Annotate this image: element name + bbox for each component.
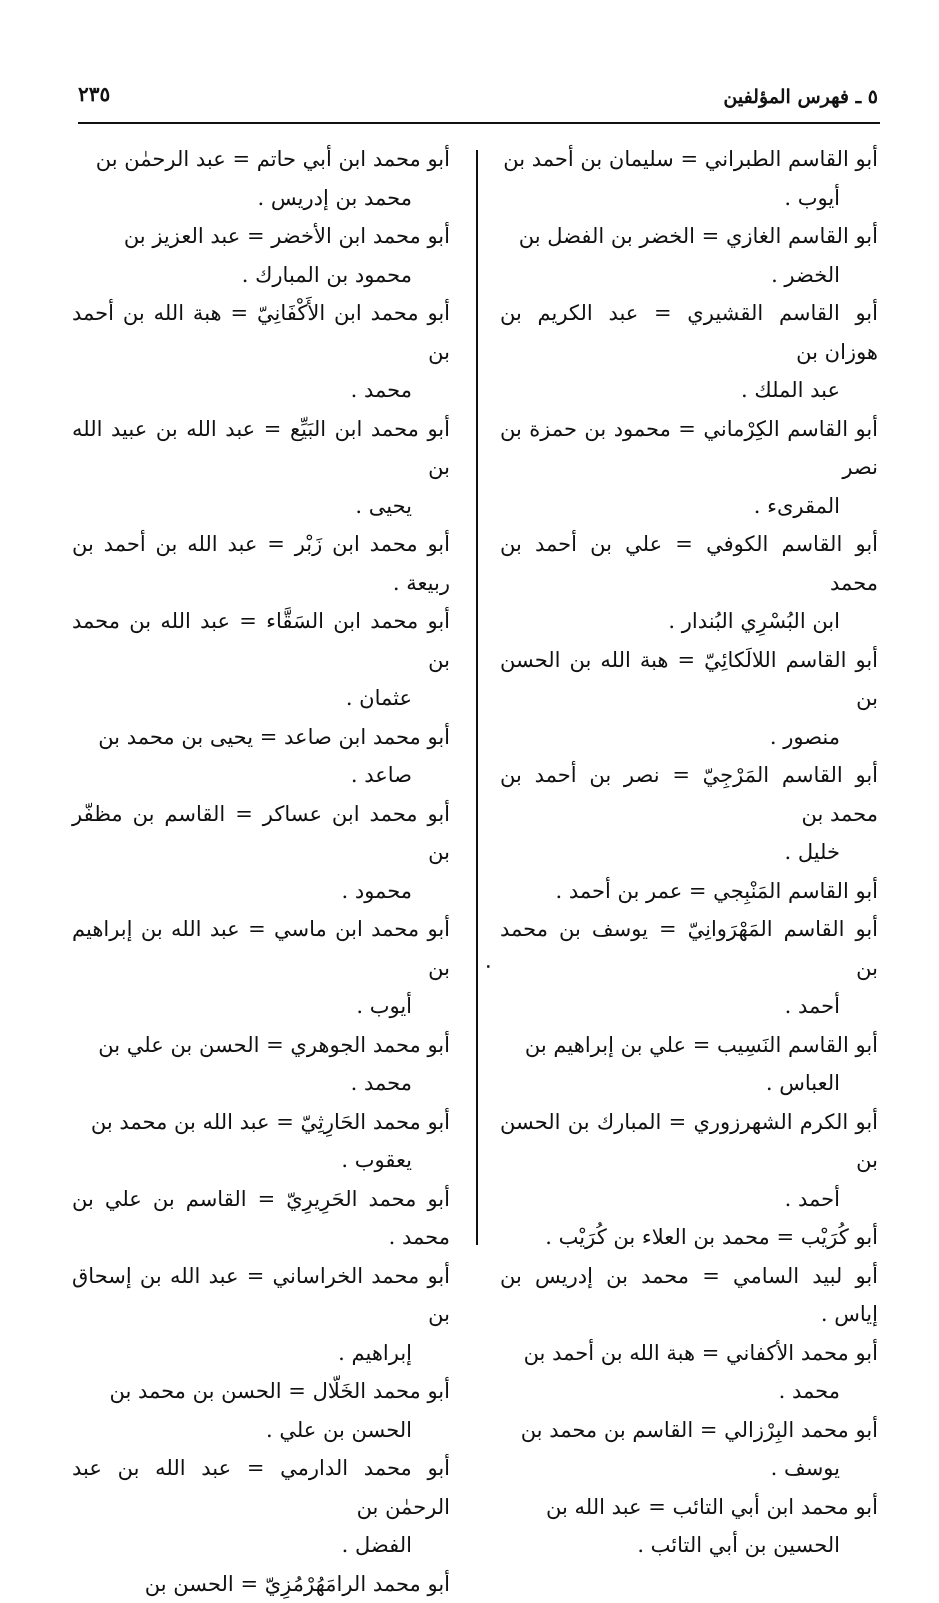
entry-heading: أبو القاسم الكوفي = علي بن أحمد بن محمد	[500, 525, 878, 602]
index-entry	[500, 294, 878, 410]
index-entry	[72, 795, 450, 911]
margin-mark: ٠	[484, 956, 493, 975]
entry-continuation: عثمان .	[72, 679, 450, 718]
entry-heading: أبو القاسم القشيري = عبد الكريم بن هوزان بن	[500, 294, 878, 371]
index-entry	[72, 217, 450, 294]
entry-continuation: محمد .	[500, 1372, 878, 1411]
entry-heading: أبو محمد الأكفاني = هبة الله بن أحمد بن	[500, 1334, 878, 1373]
entry-continuation: إبراهيم .	[72, 1334, 450, 1373]
index-entry	[72, 602, 450, 718]
entry-heading: أبو محمد الحَرِيرِيّ = القاسم بن علي بن محمد .	[72, 1180, 450, 1257]
column-divider	[476, 150, 478, 1245]
entry-heading: أبو محمد البِرْزالي = القاسم بن محمد بن	[500, 1411, 878, 1450]
entry-heading: أبو محمد ابن ماسي = عبد الله بن إبراهيم بن	[72, 910, 450, 987]
right-column	[500, 140, 878, 1565]
index-entry	[500, 525, 878, 641]
entry-heading: أبو القاسم النَسِيب = علي بن إبراهيم بن	[500, 1026, 878, 1065]
entry-heading: أبو القاسم الكِرْماني = محمود بن حمزة بن نصر	[500, 410, 878, 487]
index-entry	[500, 1257, 878, 1334]
index-entry	[500, 1411, 878, 1488]
entry-continuation: يوسف .	[500, 1449, 878, 1488]
index-entry	[72, 1372, 450, 1449]
entry-heading: أبو محمد ابن أبي التائب = عبد الله بن	[500, 1488, 878, 1527]
index-entry	[500, 1488, 878, 1565]
entry-continuation: أيوب .	[500, 179, 878, 218]
entry-heading: أبو محمد الرامَهُرْمُزِيّ = الحسن بن	[72, 1565, 450, 1603]
index-entry	[500, 410, 878, 526]
entry-continuation: أيوب .	[72, 987, 450, 1026]
entry-heading: أبو القاسم الطبراني = سليمان بن أحمد بن	[500, 140, 878, 179]
index-entry	[72, 525, 450, 602]
page-header	[78, 82, 878, 118]
index-entry	[72, 910, 450, 1026]
entry-heading: أبو القاسم المَهْرَوانِيّ = يوسف بن محمد بن	[500, 910, 878, 987]
index-entry	[72, 1103, 450, 1180]
entry-continuation: خليل .	[500, 833, 878, 872]
index-entry	[72, 1565, 450, 1603]
entry-continuation: يحيى .	[72, 487, 450, 526]
entry-continuation: عبد الملك .	[500, 371, 878, 410]
entry-continuation: محمود بن المبارك .	[72, 256, 450, 295]
index-entry	[500, 1334, 878, 1411]
entry-continuation: أحمد .	[500, 1180, 878, 1219]
entry-heading: أبو القاسم المَنْبِجي = عمر بن أحمد .	[500, 872, 878, 911]
entry-heading: أبو القاسم الغازي = الخضر بن الفضل بن	[500, 217, 878, 256]
entry-heading: أبو محمد ابن عساكر = القاسم بن مظفّر بن	[72, 795, 450, 872]
entry-heading: أبو محمد ابن زَبْر = عبد الله بن أحمد بن ربيعة .	[72, 525, 450, 602]
left-column	[72, 140, 450, 1603]
entry-heading: أبو لبيد السامي = محمد بن إدريس بن إياس .	[500, 1257, 878, 1334]
entry-continuation: محمود .	[72, 872, 450, 911]
entry-heading: أبو القاسم اللالَكائِيّ = هبة الله بن الحسن بن	[500, 641, 878, 718]
index-entry	[72, 1257, 450, 1373]
index-entry	[72, 140, 450, 217]
index-entry	[500, 910, 878, 1026]
entry-continuation: محمد .	[72, 1064, 450, 1103]
entry-heading: أبو محمد ابن الأخضر = عبد العزيز بن	[72, 217, 450, 256]
header-rule	[78, 122, 880, 124]
index-entry	[72, 410, 450, 526]
entry-heading: أبو محمد الحَارِثِيّ = عبد الله بن محمد بن	[72, 1103, 450, 1142]
entry-heading: أبو كُرَيْب = محمد بن العلاء بن كُرَيْب .	[500, 1218, 878, 1257]
index-entry	[72, 1449, 450, 1565]
entry-heading: أبو محمد الخراساني = عبد الله بن إسحاق بن	[72, 1257, 450, 1334]
index-entry	[500, 872, 878, 911]
entry-heading: أبو محمد الدارمي = عبد الله بن عبد الرحمٰن بن	[72, 1449, 450, 1526]
index-entry	[500, 756, 878, 872]
entry-continuation: منصور .	[500, 718, 878, 757]
entry-continuation: صاعد .	[72, 756, 450, 795]
entry-continuation: العباس .	[500, 1064, 878, 1103]
entry-heading: أبو محمد ابن البَيِّع = عبد الله بن عبيد الله بن	[72, 410, 450, 487]
section-title: ٥ ـ فهرس المؤلفين	[723, 86, 878, 108]
entry-continuation: الفضل .	[72, 1526, 450, 1565]
entry-heading: أبو محمد الجوهري = الحسن بن علي بن	[72, 1026, 450, 1065]
entry-heading: أبو محمد الخَلّال = الحسن بن محمد بن	[72, 1372, 450, 1411]
entry-continuation: المقرىء .	[500, 487, 878, 526]
entry-continuation: محمد .	[72, 371, 450, 410]
index-entry	[72, 718, 450, 795]
index-entry	[72, 1180, 450, 1257]
entry-heading: أبو محمد ابن السَقَّاء = عبد الله بن محمد بن	[72, 602, 450, 679]
entry-heading: أبو محمد ابن صاعد = يحيى بن محمد بن	[72, 718, 450, 757]
index-entry	[72, 1026, 450, 1103]
entry-continuation: محمد بن إدريس .	[72, 179, 450, 218]
index-entry	[500, 1218, 878, 1257]
entry-continuation: الخضر .	[500, 256, 878, 295]
entry-continuation: الحسن بن علي .	[72, 1411, 450, 1450]
index-entry	[500, 641, 878, 757]
index-entry	[500, 217, 878, 294]
entry-continuation: يعقوب .	[72, 1141, 450, 1180]
index-entry	[500, 1026, 878, 1103]
entry-heading: أبو محمد ابن الأَكْفَانِيّ = هبة الله بن أحمد بن	[72, 294, 450, 371]
entry-continuation: ابن البُسْرِي البُندار .	[500, 602, 878, 641]
index-entry	[500, 140, 878, 217]
entry-heading: أبو الكرم الشهرزوري = المبارك بن الحسن بن	[500, 1103, 878, 1180]
entry-continuation: أحمد .	[500, 987, 878, 1026]
index-entry	[72, 294, 450, 410]
entry-heading: أبو القاسم المَرْجِيّ = نصر بن أحمد بن محمد بن	[500, 756, 878, 833]
index-entry	[500, 1103, 878, 1219]
entry-continuation: الحسين بن أبي التائب .	[500, 1526, 878, 1565]
page-number: ٢٣٥	[78, 82, 110, 106]
entry-heading: أبو محمد ابن أبي حاتم = عبد الرحمٰن بن	[72, 140, 450, 179]
